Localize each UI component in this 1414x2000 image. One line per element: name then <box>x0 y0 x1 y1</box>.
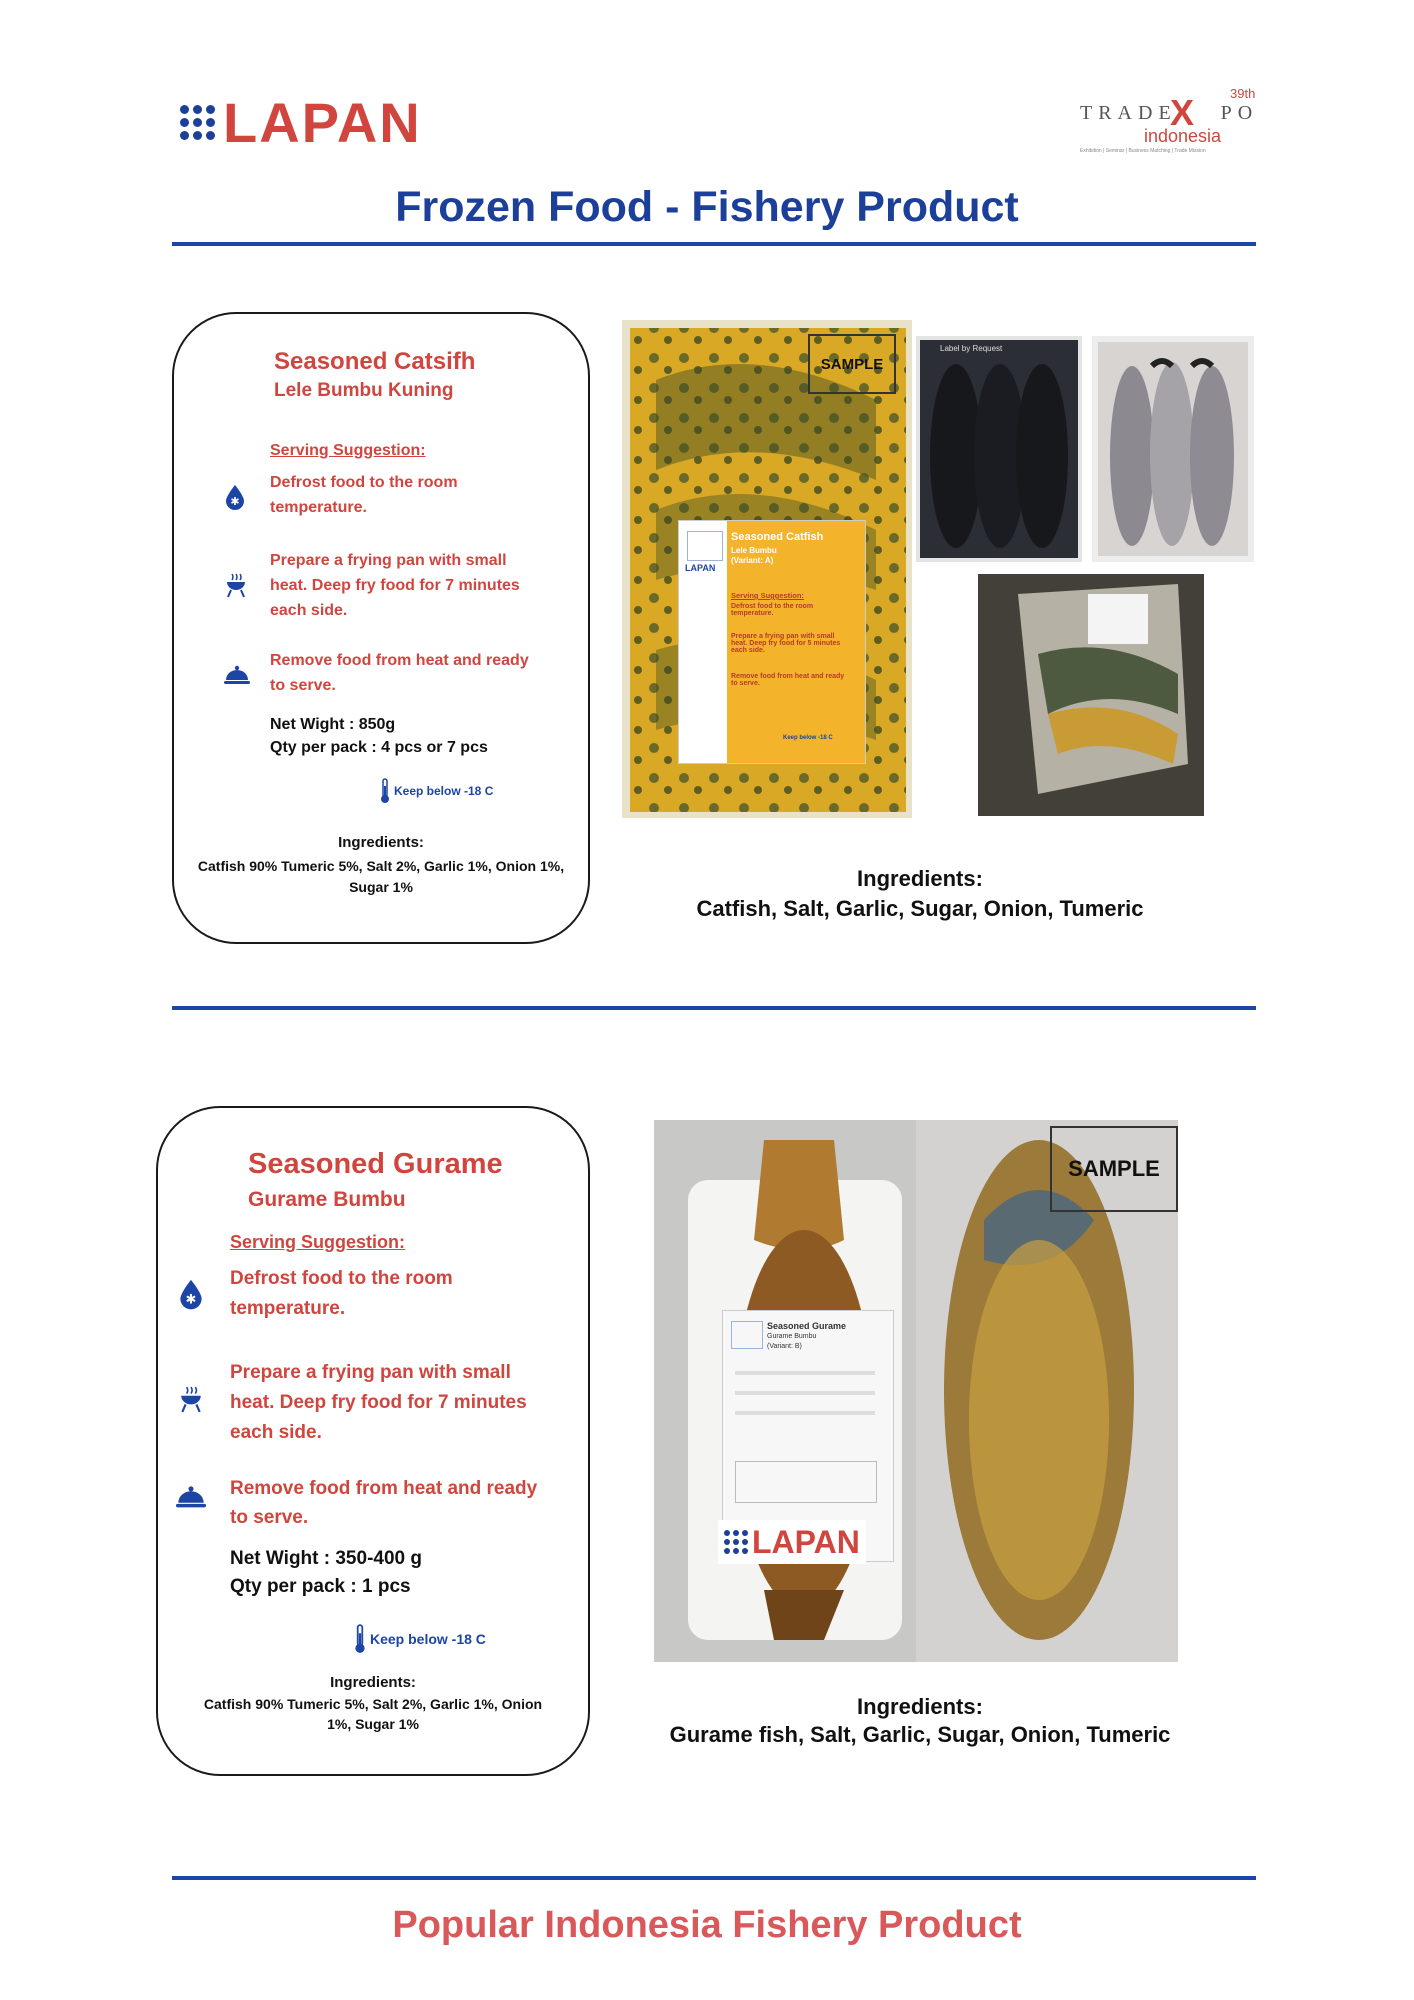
water-drop-icon <box>224 484 246 510</box>
product1-qty: Qty per pack : 4 pcs or 7 pcs <box>270 739 488 756</box>
product2-caption-label: Ingredients: <box>857 1694 983 1719</box>
thermometer-icon <box>354 1624 366 1654</box>
product2-step1: Defrost food to the room temperature. <box>230 1268 453 1319</box>
product1-ingredients: Catfish 90% Tumeric 5%, Salt 2%, Garlic 1%, Onion 1%, Sugar 1% <box>197 858 565 895</box>
tradexpo-edition: 39th <box>1230 86 1256 101</box>
lapan-logo-text: LAPAN <box>223 90 422 154</box>
pack-ship-icon <box>687 531 723 561</box>
water-drop-icon <box>178 1278 204 1310</box>
pack-variant: (Variant: B) <box>767 1343 802 1350</box>
pack-title: Seasoned Gurame <box>767 1321 847 1331</box>
catfish-dark-pack-image <box>916 336 1082 562</box>
pack-sub: Lele Bumbu <box>731 546 777 555</box>
page-title: Frozen Food - Fishery Product <box>395 183 1019 231</box>
pack-step3: Remove food from heat and ready to serve. <box>731 673 845 687</box>
tradexpo-x: X <box>1170 92 1195 133</box>
cloche-icon <box>224 664 250 686</box>
tradexpo-tagline: Exhibition | Seminar | Business Matching | Trade Mission <box>1080 148 1206 154</box>
lapan-logo <box>180 92 422 152</box>
catfish-vacuum-pack-image <box>978 574 1204 816</box>
pack-brand: LAPAN <box>685 563 716 573</box>
svg-text:✱: ✱ <box>185 1292 197 1308</box>
svg-text:✱: ✱ <box>230 495 240 508</box>
product1-step3: Remove food from heat and ready to serve. <box>270 652 529 694</box>
pack-sub: Gurame Bumbu <box>767 1333 817 1340</box>
product1-step2: Prepare a frying pan with small heat. Deep fry food for 7 minutes each side. <box>270 552 520 619</box>
tradexpo-logo <box>1080 86 1259 156</box>
footer-divider <box>172 1876 1256 1880</box>
section-divider <box>172 1006 1256 1010</box>
product1-subtitle: Lele Bumbu Kuning <box>274 380 454 401</box>
product1-serving-label: Serving Suggestion: <box>270 442 426 459</box>
product2-keep-text: Keep below -18 C <box>370 1631 486 1647</box>
product2-keep <box>354 1624 486 1654</box>
pack-step1: Defrost food to the room temperature. <box>731 603 814 617</box>
product1-sample-badge: SAMPLE <box>808 334 896 394</box>
product2-title: Seasoned Gurame <box>248 1148 503 1180</box>
cloche-icon <box>176 1484 206 1510</box>
lapan-dots-icon <box>180 105 215 140</box>
pack-ship-icon <box>731 1321 763 1349</box>
pack-title: Seasoned Catfish <box>731 531 824 543</box>
product2-net-weight: Net Wight : 350-400 g <box>230 1548 422 1569</box>
pack-serving: Serving Suggestion: <box>731 591 804 600</box>
catfish-fillet-photo <box>1092 336 1254 562</box>
footer-title: Popular Indonesia Fishery Product <box>392 1904 1022 1946</box>
grill-icon <box>224 572 248 598</box>
grill-icon <box>178 1384 204 1414</box>
product1-keep-text: Keep below -18 C <box>394 784 494 798</box>
title-divider <box>172 242 1256 246</box>
product1-card <box>172 312 590 944</box>
product2-caption: Gurame fish, Salt, Garlic, Sugar, Onion, Tumeric <box>669 1722 1171 1747</box>
product2-step3: Remove food from heat and ready to serve. <box>230 1478 538 1528</box>
product1-ingredients-label: Ingredients: <box>338 834 424 851</box>
product2-card <box>156 1106 590 1776</box>
catfish-package-photo <box>616 320 916 820</box>
sticker-brand: LAPAN <box>752 1523 860 1560</box>
product2-qty: Qty per pack : 1 pcs <box>230 1576 411 1597</box>
gurame-lapan-sticker <box>718 1520 866 1564</box>
pack-step2: Prepare a frying pan with small heat. Deep fry food for 5 minutes each side. <box>731 633 841 654</box>
catfish-fillet-image <box>1092 336 1254 562</box>
product2-sample-badge: SAMPLE <box>1050 1126 1178 1212</box>
product2-subtitle: Gurame Bumbu <box>248 1188 406 1211</box>
catfish-pack-label <box>678 520 866 764</box>
tradexpo-trade: TRADE PO <box>1080 102 1259 124</box>
product1-caption-label: Ingredients: <box>857 866 983 891</box>
product1-keep <box>380 778 493 804</box>
product1-title: Seasoned Catsifh <box>274 348 476 375</box>
catfish-dark-pack-photo <box>916 336 1082 562</box>
pack-variant: (Variant: A) <box>731 556 774 565</box>
product2-ingredients: Catfish 90% Tumeric 5%, Salt 2%, Garlic 1%, Onion 1%, Sugar 1% <box>203 1696 543 1732</box>
lapan-dots-icon <box>724 1530 748 1554</box>
catfish-vacuum-pack-photo <box>978 574 1204 816</box>
product1-step1: Defrost food to the room temperature. <box>270 474 458 516</box>
product2-serving-label: Serving Suggestion: <box>230 1232 406 1252</box>
tradexpo-country: indonesia <box>1144 126 1222 146</box>
gurame-photo <box>654 1120 1178 1662</box>
label-by-request: Label by Request <box>940 344 1003 353</box>
pack-keep: Keep below -18 C <box>783 735 833 741</box>
product2-step2: Prepare a frying pan with small heat. Deep fry food for 7 minutes each side. <box>230 1362 527 1443</box>
product1-caption: Catfish, Salt, Garlic, Sugar, Onion, Tumeric <box>696 896 1144 921</box>
thermometer-icon <box>380 778 390 804</box>
product1-net-weight: Net Wight : 850g <box>270 716 396 733</box>
product2-ingredients-label: Ingredients: <box>330 1674 416 1691</box>
